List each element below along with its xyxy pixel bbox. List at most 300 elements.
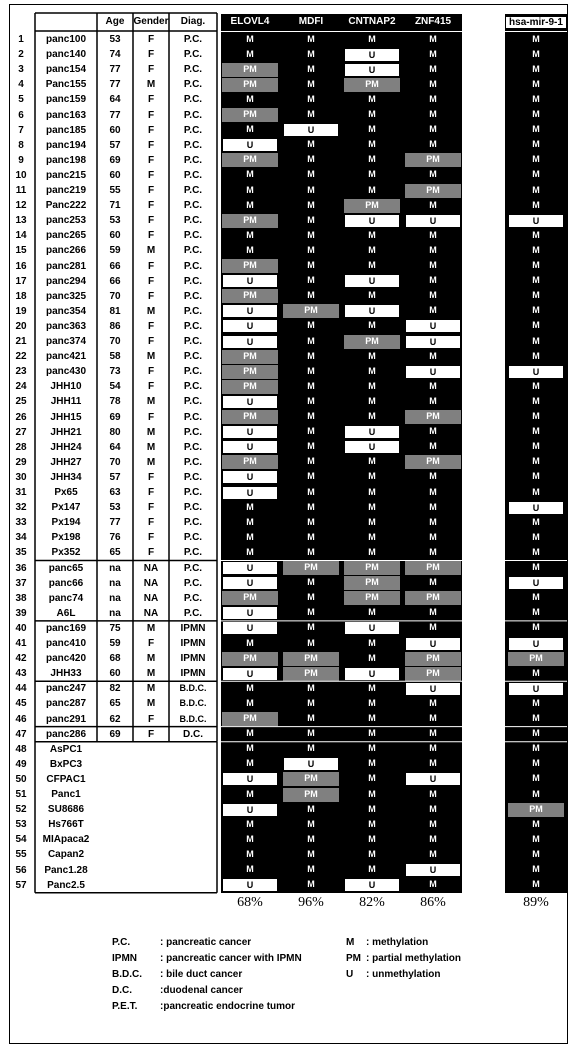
methylation-cell-elovl4: PM xyxy=(222,350,278,364)
cell-age: 57 xyxy=(109,471,121,483)
methylation-cell-elovl4: U xyxy=(222,576,278,590)
cell-name: panc169 xyxy=(45,622,87,634)
row-number: 12 xyxy=(15,200,27,212)
methylation-cell-mirna: M xyxy=(508,380,564,394)
methylation-cell-mirna: M xyxy=(508,123,564,137)
cell-diag: P.C. xyxy=(183,532,203,544)
cell-age: 57 xyxy=(109,139,121,151)
methylation-cell-mdfi: M xyxy=(283,470,339,484)
methylation-cell-znf415: U xyxy=(405,214,461,228)
methylation-cell-mdfi: M xyxy=(283,214,339,228)
methylation-cell-mirna: M xyxy=(508,425,564,439)
methylation-cell-znf415: M xyxy=(405,440,461,454)
row-number: 24 xyxy=(15,381,27,393)
methylation-cell-cntnap2: M xyxy=(344,319,400,333)
methylation-cell-mirna: M xyxy=(508,697,564,711)
cell-age: na xyxy=(109,607,121,619)
cell-gender: F xyxy=(147,185,155,196)
methylation-cell-elovl4: M xyxy=(222,33,278,47)
cell-gender: F xyxy=(147,517,155,529)
methylation-cell-mdfi: PM xyxy=(283,304,339,318)
legend-abbr-diag: IPMN xyxy=(112,953,137,964)
row-number: 3 xyxy=(18,64,24,76)
cell-diag: P.C. xyxy=(183,245,203,257)
cell-age: 78 xyxy=(109,396,121,408)
row-number: 35 xyxy=(15,547,27,559)
cell-age: 65 xyxy=(109,547,121,559)
cell-name: MIApaca2 xyxy=(42,834,90,846)
cell-diag: P.C. xyxy=(183,275,203,287)
cell-name: panc421 xyxy=(45,351,87,363)
methylation-cell-cntnap2: U xyxy=(344,63,400,77)
methylation-cell-mdfi: M xyxy=(283,697,339,711)
methylation-cell-znf415: M xyxy=(405,757,461,771)
cell-diag: P.C. xyxy=(183,49,203,61)
cell-diag: P.C. xyxy=(183,320,203,332)
header-gender: Gender xyxy=(133,16,169,27)
row-number: 9 xyxy=(18,154,24,166)
methylation-cell-znf415: PM xyxy=(405,652,461,666)
cell-name: panc66 xyxy=(48,577,84,589)
methylation-cell-elovl4: M xyxy=(222,48,278,62)
methylation-cell-znf415: M xyxy=(405,727,461,741)
cell-diag: B.D.C. xyxy=(179,683,207,694)
methylation-cell-elovl4: PM xyxy=(222,259,278,273)
methylation-cell-mirna: M xyxy=(508,153,564,167)
cell-name: panc266 xyxy=(45,245,87,257)
methylation-cell-elovl4: PM xyxy=(222,289,278,303)
methylation-cell-mirna: M xyxy=(508,531,564,545)
legend-desc-diag: :pancreatic endocrine tumor xyxy=(160,1001,296,1012)
cell-gender: F xyxy=(147,366,155,378)
methylation-cell-mirna: U xyxy=(508,501,564,515)
cell-name: panc410 xyxy=(45,638,87,649)
header-gene-cntnap2: CNTNAP2 xyxy=(348,16,396,27)
header-gene-znf415: ZNF415 xyxy=(414,16,452,27)
methylation-cell-mirna: M xyxy=(508,229,564,243)
methylation-cell-elovl4: M xyxy=(222,682,278,696)
cell-age: na xyxy=(109,577,121,589)
methylation-cell-znf415: M xyxy=(405,48,461,62)
methylation-cell-elovl4: U xyxy=(222,440,278,454)
methylation-cell-cntnap2: M xyxy=(344,93,400,107)
cell-diag: P.C. xyxy=(183,290,203,302)
cell-diag: IPMN xyxy=(180,653,206,665)
cell-name: panc265 xyxy=(45,230,87,242)
cell-name: panc219 xyxy=(45,185,87,196)
methylation-cell-mirna: M xyxy=(508,470,564,484)
methylation-cell-znf415: M xyxy=(405,501,461,515)
methylation-cell-mirna: M xyxy=(508,712,564,726)
cell-diag: P.C. xyxy=(183,169,203,181)
cell-name: panc287 xyxy=(45,698,87,710)
methylation-cell-znf415: U xyxy=(405,365,461,379)
cell-diag: P.C. xyxy=(183,502,203,514)
methylation-cell-mirna: U xyxy=(508,365,564,379)
methylation-cell-mirna: M xyxy=(508,304,564,318)
cell-name: panc286 xyxy=(45,728,87,740)
cell-diag: P.C. xyxy=(183,381,203,393)
methylation-cell-mdfi: M xyxy=(283,440,339,454)
methylation-cell-elovl4: PM xyxy=(222,78,278,92)
methylation-cell-cntnap2: M xyxy=(344,863,400,877)
methylation-cell-elovl4: PM xyxy=(222,455,278,469)
cell-gender: M xyxy=(146,622,156,634)
methylation-cell-mdfi: M xyxy=(283,138,339,152)
methylation-cell-znf415: M xyxy=(405,108,461,122)
methylation-cell-elovl4: M xyxy=(222,788,278,802)
cell-name: panc291 xyxy=(45,713,87,725)
cell-gender: M xyxy=(146,683,156,695)
methylation-cell-mirna: M xyxy=(508,440,564,454)
methylation-cell-mirna: M xyxy=(508,184,564,198)
methylation-cell-cntnap2: M xyxy=(344,410,400,424)
methylation-cell-cntnap2: U xyxy=(344,48,400,62)
cell-gender: F xyxy=(147,94,155,106)
percentage-cntnap2: 82% xyxy=(359,894,385,910)
header-mirna: hsa-mir-9-1 xyxy=(505,16,567,29)
cell-age: 55 xyxy=(109,185,121,196)
methylation-cell-znf415: PM xyxy=(405,410,461,424)
methylation-cell-cntnap2: PM xyxy=(344,199,400,213)
methylation-cell-mirna: M xyxy=(508,878,564,892)
legend-abbr-status: PM xyxy=(346,953,361,964)
methylation-cell-elovl4: U xyxy=(222,606,278,620)
row-number: 44 xyxy=(15,683,27,695)
cell-age: 69 xyxy=(109,154,121,166)
methylation-cell-mdfi: M xyxy=(283,637,339,651)
cell-age: 77 xyxy=(109,79,121,91)
methylation-cell-mdfi: M xyxy=(283,259,339,273)
methylation-cell-cntnap2: U xyxy=(344,440,400,454)
methylation-cell-znf415: M xyxy=(405,621,461,635)
cell-name: panc325 xyxy=(45,290,87,302)
cell-age: na xyxy=(109,562,121,574)
cell-age: 77 xyxy=(109,64,121,76)
legend-abbr-status: U xyxy=(346,969,354,980)
cell-gender: M xyxy=(146,396,156,408)
cell-diag: P.C. xyxy=(183,64,203,76)
methylation-cell-cntnap2: M xyxy=(344,546,400,560)
methylation-cell-cntnap2: M xyxy=(344,138,400,152)
methylation-cell-elovl4: M xyxy=(222,818,278,832)
methylation-cell-cntnap2: M xyxy=(344,168,400,182)
row-number: 36 xyxy=(15,562,27,574)
methylation-cell-znf415: M xyxy=(405,848,461,862)
cell-name: AsPC1 xyxy=(49,743,83,755)
row-number: 28 xyxy=(15,441,27,453)
cell-age: 58 xyxy=(109,351,121,363)
cell-name: JHH10 xyxy=(50,381,82,393)
legend-desc-status: : unmethylation xyxy=(366,969,441,980)
methylation-cell-mdfi: U xyxy=(283,757,339,771)
methylation-cell-mirna: U xyxy=(508,576,564,590)
methylation-cell-mirna: M xyxy=(508,48,564,62)
methylation-cell-elovl4: M xyxy=(222,184,278,198)
methylation-cell-mdfi: M xyxy=(283,682,339,696)
legend-abbr-diag: D.C. xyxy=(112,985,132,996)
methylation-cell-elovl4: U xyxy=(222,667,278,681)
cell-age: 60 xyxy=(109,668,121,680)
methylation-cell-mirna: M xyxy=(508,63,564,77)
row-number: 1 xyxy=(18,34,24,45)
methylation-cell-znf415: M xyxy=(405,168,461,182)
row-number: 53 xyxy=(15,819,27,831)
cell-diag: P.C. xyxy=(183,185,203,196)
row-number: 39 xyxy=(15,607,27,619)
methylation-cell-cntnap2: PM xyxy=(344,576,400,590)
methylation-cell-mirna: M xyxy=(508,244,564,258)
methylation-cell-mirna: M xyxy=(508,410,564,424)
cell-gender: F xyxy=(147,290,155,302)
cell-gender: F xyxy=(147,320,155,332)
methylation-cell-elovl4: PM xyxy=(222,153,278,167)
methylation-cell-znf415: U xyxy=(405,863,461,877)
cell-age: 59 xyxy=(109,245,121,257)
cell-diag: P.C. xyxy=(183,215,203,227)
methylation-cell-cntnap2: PM xyxy=(344,335,400,349)
methylation-cell-mirna: M xyxy=(508,863,564,877)
cell-gender: M xyxy=(146,668,156,680)
methylation-cell-mdfi: M xyxy=(283,727,339,741)
methylation-cell-elovl4: U xyxy=(222,561,278,575)
row-number: 52 xyxy=(15,804,27,816)
row-number: 13 xyxy=(15,215,27,227)
methylation-cell-mirna: M xyxy=(508,591,564,605)
methylation-cell-mdfi: PM xyxy=(283,788,339,802)
row-number: 38 xyxy=(15,592,27,604)
methylation-cell-elovl4: U xyxy=(222,274,278,288)
cell-age: 54 xyxy=(109,381,121,393)
percentage-elovl4: 68% xyxy=(237,894,263,910)
cell-name: panc374 xyxy=(45,336,87,347)
cell-age: 64 xyxy=(109,441,121,453)
cell-name: Px147 xyxy=(51,502,81,514)
cell-name: CFPAC1 xyxy=(46,773,86,785)
cell-diag: B.D.C. xyxy=(179,698,207,709)
methylation-cell-cntnap2: M xyxy=(344,455,400,469)
cell-name: Panc1.28 xyxy=(44,864,88,876)
methylation-cell-mirna: M xyxy=(508,289,564,303)
methylation-cell-znf415: M xyxy=(405,833,461,847)
methylation-cell-mdfi: M xyxy=(283,848,339,862)
methylation-cell-elovl4: M xyxy=(222,93,278,107)
cell-diag: P.C. xyxy=(183,124,203,136)
methylation-cell-znf415: M xyxy=(405,350,461,364)
methylation-cell-elovl4: M xyxy=(222,546,278,560)
methylation-cell-elovl4: PM xyxy=(222,652,278,666)
methylation-cell-elovl4: U xyxy=(222,878,278,892)
methylation-cell-znf415: M xyxy=(405,470,461,484)
methylation-cell-mirna: M xyxy=(508,772,564,786)
methylation-cell-mdfi: M xyxy=(283,486,339,500)
methylation-cell-cntnap2: M xyxy=(344,244,400,258)
methylation-cell-cntnap2: M xyxy=(344,788,400,802)
methylation-cell-mirna: M xyxy=(508,350,564,364)
methylation-cell-mirna: M xyxy=(508,742,564,756)
row-number: 5 xyxy=(18,94,24,106)
cell-age: 59 xyxy=(109,638,121,649)
row-number: 18 xyxy=(15,290,27,302)
row-number: 19 xyxy=(15,305,27,317)
cell-age: na xyxy=(109,592,121,604)
methylation-cell-elovl4: PM xyxy=(222,365,278,379)
methylation-cell-znf415: PM xyxy=(405,591,461,605)
methylation-cell-elovl4: M xyxy=(222,863,278,877)
row-number: 7 xyxy=(18,124,24,136)
methylation-cell-znf415: M xyxy=(405,516,461,530)
cell-gender: M xyxy=(146,305,156,317)
methylation-cell-mdfi: M xyxy=(283,501,339,515)
cell-gender: F xyxy=(147,124,155,136)
methylation-cell-cntnap2: U xyxy=(344,304,400,318)
methylation-cell-cntnap2: U xyxy=(344,878,400,892)
methylation-cell-cntnap2: U xyxy=(344,621,400,635)
cell-age: 80 xyxy=(109,426,121,438)
methylation-cell-mirna: M xyxy=(508,274,564,288)
methylation-cell-znf415: M xyxy=(405,546,461,560)
methylation-cell-mdfi: M xyxy=(283,78,339,92)
methylation-cell-mdfi: M xyxy=(283,531,339,545)
methylation-cell-cntnap2: M xyxy=(344,470,400,484)
cell-name: panc65 xyxy=(48,562,84,574)
row-number: 22 xyxy=(15,351,27,363)
cell-name: JHH21 xyxy=(50,426,82,438)
cell-diag: P.C. xyxy=(183,396,203,408)
methylation-cell-mdfi: M xyxy=(283,229,339,243)
methylation-cell-cntnap2: M xyxy=(344,803,400,817)
methylation-cell-mirna: M xyxy=(508,78,564,92)
methylation-cell-elovl4: M xyxy=(222,531,278,545)
methylation-cell-znf415: M xyxy=(405,304,461,318)
methylation-cell-elovl4: U xyxy=(222,304,278,318)
methylation-cell-mdfi: M xyxy=(283,606,339,620)
cell-gender: F xyxy=(147,471,155,483)
methylation-cell-mirna: M xyxy=(508,757,564,771)
methylation-cell-elovl4: M xyxy=(222,848,278,862)
methylation-cell-mdfi: M xyxy=(283,289,339,303)
row-number: 16 xyxy=(15,260,27,272)
methylation-cell-mirna: M xyxy=(508,259,564,273)
cell-diag: P.C. xyxy=(183,336,203,347)
cell-age: 73 xyxy=(109,366,121,378)
cell-age: 53 xyxy=(109,34,121,45)
cell-diag: P.C. xyxy=(183,487,203,498)
methylation-cell-znf415: M xyxy=(405,803,461,817)
row-number: 10 xyxy=(15,169,27,181)
methylation-cell-znf415: U xyxy=(405,772,461,786)
methylation-cell-elovl4: M xyxy=(222,199,278,213)
methylation-cell-mdfi: M xyxy=(283,576,339,590)
methylation-cell-znf415: M xyxy=(405,712,461,726)
methylation-cell-elovl4: M xyxy=(222,637,278,651)
cell-age: 65 xyxy=(109,698,121,710)
methylation-cell-mdfi: M xyxy=(283,108,339,122)
methylation-cell-znf415: M xyxy=(405,33,461,47)
cell-diag: IPMN xyxy=(180,668,206,680)
header-diag: Diag. xyxy=(180,16,206,27)
methylation-cell-cntnap2: M xyxy=(344,153,400,167)
cell-diag: P.C. xyxy=(183,305,203,317)
methylation-cell-cntnap2: M xyxy=(344,742,400,756)
methylation-cell-cntnap2: M xyxy=(344,395,400,409)
methylation-cell-mdfi: M xyxy=(283,199,339,213)
methylation-cell-mirna: U xyxy=(508,637,564,651)
cell-diag: P.C. xyxy=(183,230,203,242)
cell-age: 60 xyxy=(109,230,121,242)
methylation-cell-znf415: M xyxy=(405,138,461,152)
methylation-cell-mirna: M xyxy=(508,606,564,620)
cell-age: 69 xyxy=(109,728,121,740)
row-number: 42 xyxy=(15,653,27,665)
methylation-cell-elovl4: PM xyxy=(222,63,278,77)
cell-diag: P.C. xyxy=(183,426,203,438)
cell-name: panc294 xyxy=(45,275,87,287)
methylation-cell-elovl4: U xyxy=(222,319,278,333)
cell-diag: B.D.C. xyxy=(179,713,207,724)
cell-age: 70 xyxy=(109,336,121,347)
methylation-cell-mirna: M xyxy=(508,561,564,575)
methylation-cell-znf415: M xyxy=(405,63,461,77)
methylation-cell-znf415: M xyxy=(405,229,461,243)
methylation-cell-mdfi: M xyxy=(283,153,339,167)
cell-gender: F xyxy=(147,64,155,76)
row-number: 23 xyxy=(15,366,27,378)
row-number: 40 xyxy=(15,622,27,634)
methylation-cell-elovl4: M xyxy=(222,244,278,258)
cell-name: panc185 xyxy=(45,124,87,136)
methylation-cell-mirna: M xyxy=(508,848,564,862)
methylation-cell-cntnap2: M xyxy=(344,818,400,832)
cell-name: JHH34 xyxy=(50,471,82,483)
methylation-cell-cntnap2: M xyxy=(344,259,400,273)
legend-abbr-status: M xyxy=(346,937,355,948)
methylation-cell-mirna: M xyxy=(508,168,564,182)
cell-name: Px198 xyxy=(51,532,81,544)
methylation-cell-znf415: U xyxy=(405,637,461,651)
cell-name: panc74 xyxy=(48,592,84,604)
methylation-cell-mdfi: PM xyxy=(283,561,339,575)
row-number: 45 xyxy=(15,698,27,710)
cell-gender: NA xyxy=(143,592,159,604)
cell-diag: P.C. xyxy=(183,517,203,529)
cell-diag: P.C. xyxy=(183,260,203,272)
cell-name: BxPC3 xyxy=(49,758,83,770)
cell-gender: F xyxy=(147,49,155,61)
cell-name: Capan2 xyxy=(47,849,85,861)
methylation-cell-mdfi: PM xyxy=(283,652,339,666)
legend-desc-diag: : bile duct cancer xyxy=(160,969,243,980)
cell-age: 66 xyxy=(109,260,121,272)
methylation-cell-mdfi: M xyxy=(283,184,339,198)
methylation-cell-elovl4: U xyxy=(222,395,278,409)
methylation-cell-mirna: M xyxy=(508,486,564,500)
methylation-cell-elovl4: M xyxy=(222,516,278,530)
cell-gender: NA xyxy=(143,562,159,574)
row-number: 50 xyxy=(15,773,27,785)
cell-diag: P.C. xyxy=(183,547,203,559)
methylation-cell-mirna: M xyxy=(508,727,564,741)
cell-name: panc363 xyxy=(45,320,87,332)
cell-age: 63 xyxy=(109,487,121,498)
methylation-cell-znf415: M xyxy=(405,93,461,107)
cell-gender: NA xyxy=(143,607,159,619)
methylation-cell-mdfi: M xyxy=(283,712,339,726)
cell-diag: P.C. xyxy=(183,577,203,589)
cell-diag: P.C. xyxy=(183,456,203,468)
row-number: 4 xyxy=(18,79,24,91)
methylation-cell-znf415: M xyxy=(405,199,461,213)
